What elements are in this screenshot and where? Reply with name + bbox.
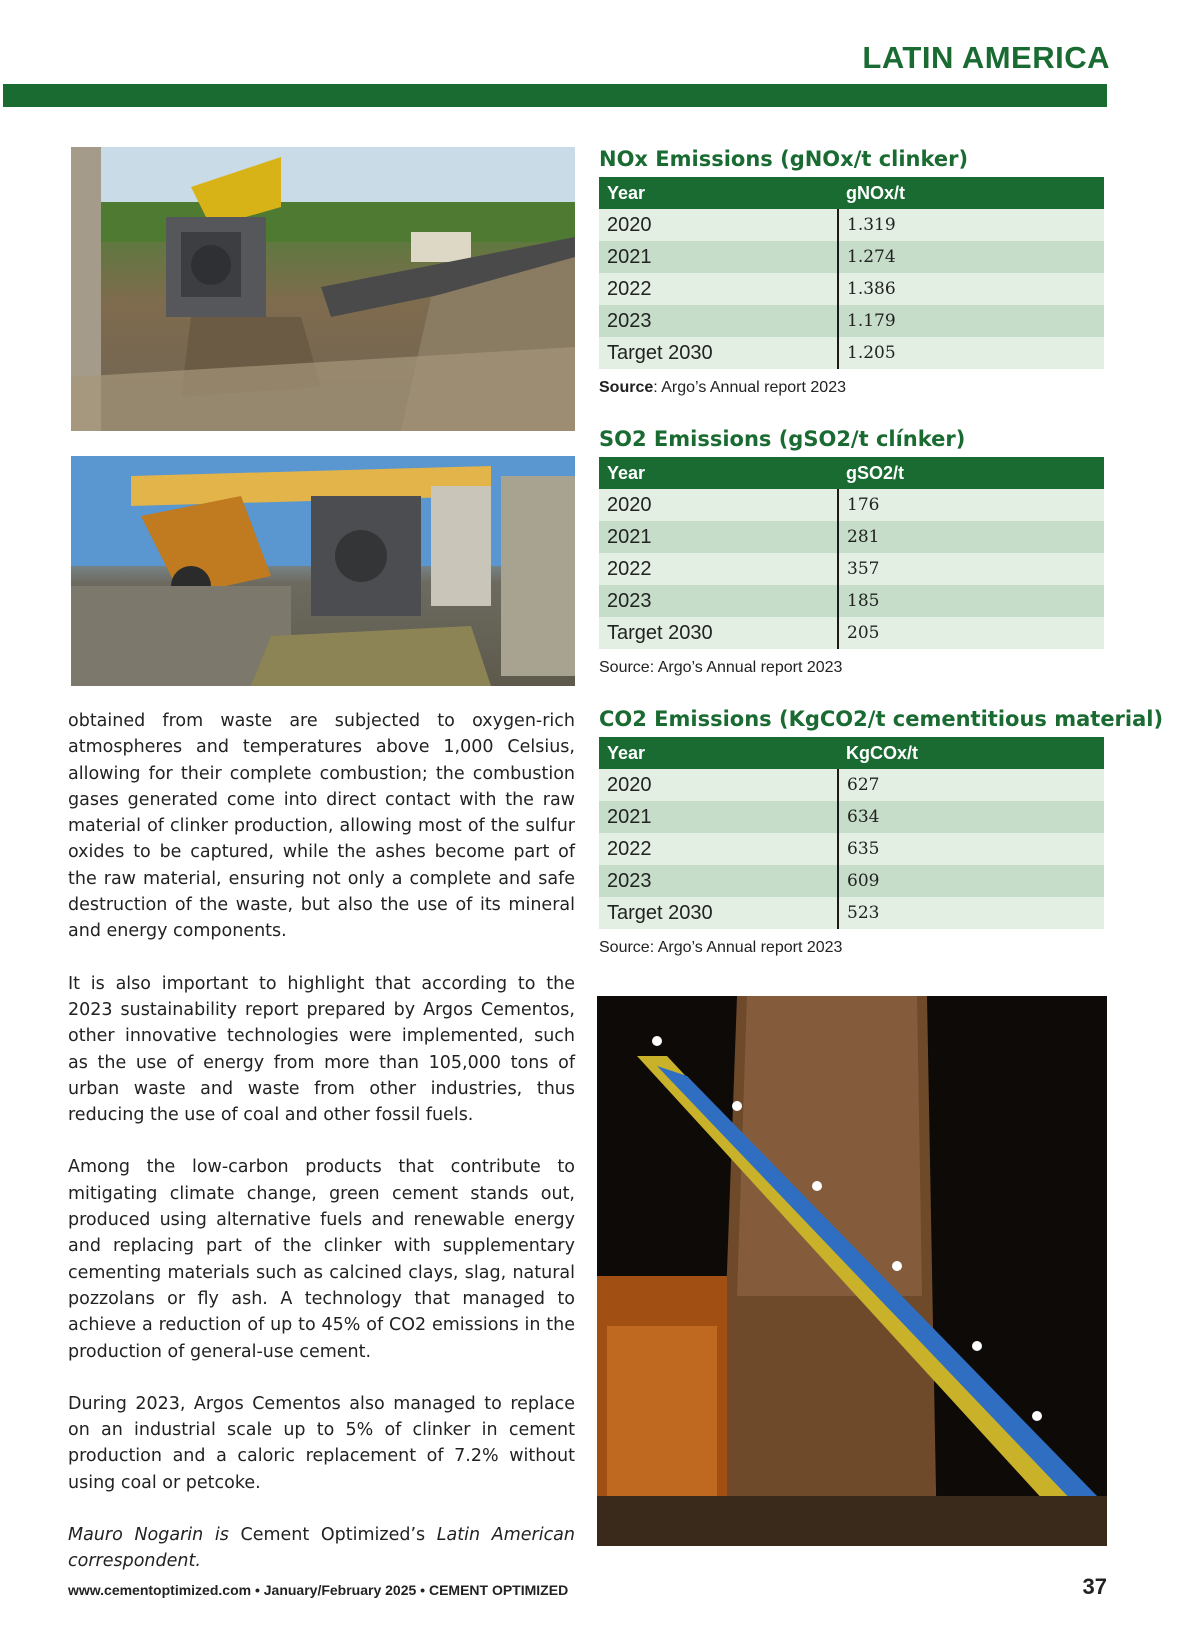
year-cell: 2023 [599, 305, 838, 337]
year-cell: 2021 [599, 801, 838, 833]
value-cell: 1.179 [838, 305, 1104, 337]
col-year: Year [599, 457, 838, 489]
table-row [599, 209, 1104, 241]
author-name: Mauro Nogarin is [68, 1525, 229, 1546]
year-cell: Target 2030 [599, 337, 838, 369]
shredder-photo [71, 147, 575, 431]
year-cell: 2023 [599, 585, 838, 617]
nox-table-block [599, 147, 1104, 397]
table-row [599, 521, 1104, 553]
footer-credits: www.cementoptimized.com • January/February 2025 • CEMENT OPTIMIZED [68, 1582, 569, 1598]
so2-source: Source: Argo’s Annual report 2023 [599, 659, 843, 676]
year-cell: 2020 [599, 209, 838, 241]
col-year: Year [599, 737, 838, 769]
value-cell: 634 [838, 801, 1104, 833]
publication-name: Cement Optimized’s [228, 1525, 437, 1546]
value-cell: 523 [838, 897, 1104, 929]
col-value: gSO2/t [838, 457, 1104, 489]
col-year: Year [599, 177, 838, 209]
loader-photo [71, 456, 575, 686]
table-row [599, 489, 1104, 521]
year-cell: 2022 [599, 553, 838, 585]
paragraph: Among the low-carbon products that contribute to mitigating climate change, green cement stands out, produced using alternative fuels and renewable energy and replacing part of the clinker with supplementary cementing materials such as calcined clays, slag, natural pozzolans or fly ash. A technology that managed to achieve a reduction of up to 45% of CO2 emissions in the production of general-use cement. [68, 1157, 575, 1362]
year-cell: Target 2030 [599, 897, 838, 929]
so2-table-block [599, 427, 1104, 677]
nox-heading: NOx Emissions (gNOx/t clinker) [599, 147, 969, 171]
page-number: 37 [1082, 1574, 1107, 1599]
col-value: gNOx/t [838, 177, 1104, 209]
so2-heading: SO2 Emissions (gSO2/t clínker) [599, 427, 966, 451]
source-label: Source [599, 379, 654, 396]
value-cell: 357 [838, 553, 1104, 585]
value-cell: 627 [838, 769, 1104, 801]
source-text: : Argo’s Annual report 2023 [653, 379, 846, 396]
value-cell: 1.205 [838, 337, 1104, 369]
value-cell: 1.386 [838, 273, 1104, 305]
year-cell: 2022 [599, 833, 838, 865]
co2-table-block [599, 707, 1164, 957]
table-row [599, 273, 1104, 305]
table-row [599, 897, 1104, 929]
table-row [599, 801, 1104, 833]
value-cell: 1.274 [838, 241, 1104, 273]
table-row [599, 553, 1104, 585]
header-bar [3, 84, 1107, 107]
table-row [599, 833, 1104, 865]
co2-table [599, 737, 1104, 929]
so2-table [599, 457, 1104, 649]
value-cell: 281 [838, 521, 1104, 553]
year-cell: 2022 [599, 273, 838, 305]
table-row [599, 617, 1104, 649]
value-cell: 635 [838, 833, 1104, 865]
co2-heading: CO2 Emissions (KgCO2/t cementitious material) [599, 707, 1164, 731]
col-value: KgCOx/t [838, 737, 1104, 769]
value-cell: 185 [838, 585, 1104, 617]
year-cell: 2023 [599, 865, 838, 897]
night-plant-photo [597, 996, 1107, 1546]
table-row [599, 241, 1104, 273]
value-cell: 1.319 [838, 209, 1104, 241]
section-title: LATIN AMERICA [862, 40, 1110, 75]
value-cell: 205 [838, 617, 1104, 649]
nox-table [599, 177, 1104, 369]
year-cell: 2021 [599, 241, 838, 273]
year-cell: 2021 [599, 521, 838, 553]
value-cell: 176 [838, 489, 1104, 521]
paragraph: It is also important to highlight that according to the 2023 sustainability report prepared by Argos Cementos, other innovative technologies were implemented, such as the use of energy from more than 105,000 tons of urban waste and waste from other industries, thus reducing the use of coal and other fossil fuels. [68, 973, 575, 1126]
article-body [68, 708, 575, 1575]
value-cell: 609 [838, 865, 1104, 897]
table-row [599, 585, 1104, 617]
year-cell: 2020 [599, 489, 838, 521]
year-cell: Target 2030 [599, 617, 838, 649]
table-row [599, 337, 1104, 369]
co2-source: Source: Argo’s Annual report 2023 [599, 939, 843, 956]
table-row [599, 305, 1104, 337]
paragraph: During 2023, Argos Cementos also managed to replace on an industrial scale up to 5% of clinker in cement production and a caloric replacement of 7.2% without using coal or petcoke. [68, 1393, 575, 1493]
author-role: Latin American correspondent. [68, 1525, 576, 1572]
table-row [599, 769, 1104, 801]
nox-source [599, 379, 1104, 397]
year-cell: 2020 [599, 769, 838, 801]
table-row [599, 865, 1104, 897]
author-signature [68, 1522, 575, 1575]
paragraph: obtained from waste are subjected to oxygen-rich atmospheres and temperatures above 1,000 Celsius, allowing for their complete combustion; the combustion gases generated come into direct contact with the raw material of clinker production, allowing most of the sulfur oxides to be captured, while the ashes become part of the raw material, ensuring not only a complete and safe destruction of the waste, but also the use of its mineral and energy components. [68, 711, 575, 942]
